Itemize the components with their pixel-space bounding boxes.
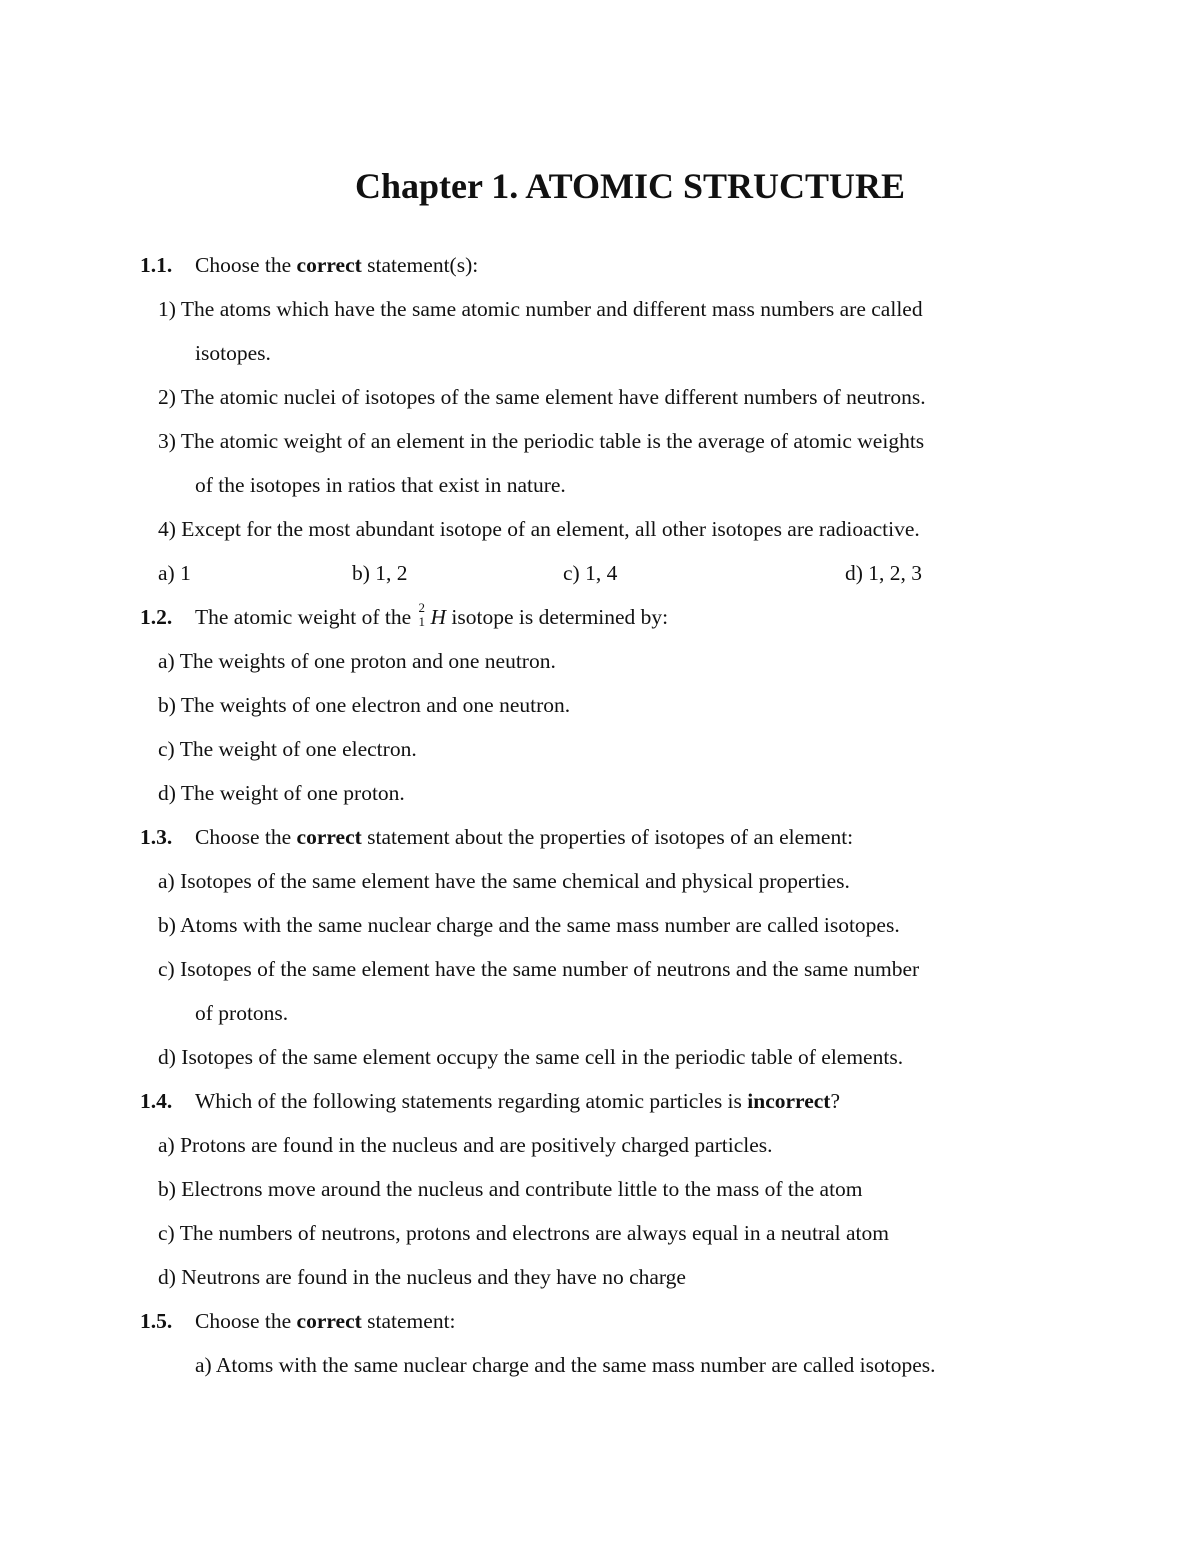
option-d: d) Neutrons are found in the nucleus and they have no charge (158, 1265, 686, 1289)
option-d: d) The weight of one proton. (158, 781, 405, 805)
option-b: b) Atoms with the same nuclear charge and the same mass number are called isotopes. (158, 913, 900, 937)
option-d: d) 1, 2, 3 (845, 561, 923, 585)
option-c: c) The numbers of neutrons, protons and electrons are always equal in a neutral atom (158, 1221, 889, 1245)
statement-1: 1) The atoms which have the same atomic number and different mass numbers are called (158, 297, 923, 321)
option-a: a) The weights of one proton and one neutron. (158, 649, 556, 673)
question-1-1-stem: 1.1. Choose the correct statement(s): (140, 250, 478, 280)
question-number: 1.3. (140, 825, 173, 849)
question-1-2-stem: 1.2. The atomic weight of the 2 1 H isotope is determined by: (140, 602, 668, 632)
option-a: a) Isotopes of the same element have the same chemical and physical properties. (158, 869, 850, 893)
isotope-notation: 2 1 H (418, 600, 447, 629)
question-number: 1.2. (140, 605, 173, 629)
option-a: a) 1 (158, 561, 191, 585)
option-c: c) Isotopes of the same element have the same number of neutrons and the same number (158, 957, 920, 981)
question-number: 1.1. (140, 253, 173, 277)
option-c: c) The weight of one electron. (158, 737, 417, 761)
question-number: 1.5. (140, 1309, 173, 1333)
question-number: 1.4. (140, 1089, 173, 1113)
statement-3-cont: of the isotopes in ratios that exist in nature. (195, 473, 566, 497)
option-b: b) Electrons move around the nucleus and contribute little to the mass of the atom (158, 1177, 863, 1201)
question-1-5-stem: 1.5. Choose the correct statement: (140, 1306, 456, 1336)
option-b: b) 1, 2 (352, 561, 408, 585)
chapter-title: Chapter 1. ATOMIC STRUCTURE (354, 166, 906, 206)
statement-1-cont: isotopes. (195, 341, 271, 365)
option-a: a) Atoms with the same nuclear charge and the same mass number are called isotopes. (195, 1353, 936, 1377)
option-b: b) The weights of one electron and one neutron. (158, 693, 571, 717)
option-a: a) Protons are found in the nucleus and are positively charged particles. (158, 1133, 773, 1157)
option-c-cont: of protons. (195, 1001, 289, 1025)
option-c: c) 1, 4 (563, 561, 618, 585)
option-d: d) Isotopes of the same element occupy the same cell in the periodic table of elements. (158, 1045, 904, 1069)
statement-3: 3) The atomic weight of an element in the periodic table is the average of atomic weights (158, 429, 925, 453)
question-1-4-stem: 1.4. Which of the following statements regarding atomic particles is incorrect? (140, 1086, 840, 1116)
statement-4: 4) Except for the most abundant isotope of an element, all other isotopes are radioactive. (158, 517, 920, 541)
statement-2: 2) The atomic nuclei of isotopes of the same element have different numbers of neutrons. (158, 385, 926, 409)
question-1-3-stem: 1.3. Choose the correct statement about the properties of isotopes of an element: (140, 822, 853, 852)
